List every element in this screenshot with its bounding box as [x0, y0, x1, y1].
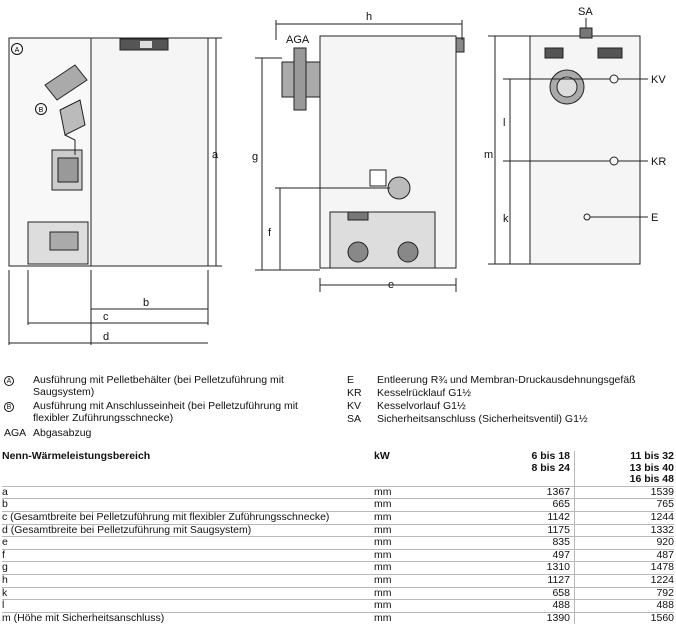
- row-unit: mm: [374, 587, 464, 600]
- table-row: [2, 600, 674, 613]
- dim-a: a: [212, 149, 219, 161]
- row-value-1: 1127: [464, 574, 575, 587]
- table-header-row: [2, 451, 674, 463]
- dimensions-table: [2, 451, 674, 624]
- dim-l: l: [503, 117, 506, 129]
- row-label: d (Gesamtbreite bei Pelletzuführung mit Saugsystem): [2, 524, 374, 537]
- legend-symbol-b: B: [4, 400, 14, 412]
- legend-symbol-e: E: [347, 374, 355, 386]
- row-label: f: [2, 549, 374, 562]
- dim-h: h: [366, 11, 373, 23]
- row-value-1: 1175: [464, 524, 575, 537]
- legend-text-sa: Sicherheitsanschluss (Sicherheitsventil) G1½: [377, 413, 588, 425]
- dim-e: e: [388, 279, 395, 291]
- table-row: [2, 524, 674, 537]
- legend-text-aga: Abgasabzug: [33, 427, 92, 439]
- dim-b: b: [143, 297, 150, 309]
- row-label: e: [2, 537, 374, 550]
- row-value-2: 765: [575, 499, 675, 512]
- legend-symbol-kv: KV: [347, 400, 362, 412]
- header-unit: kW: [374, 450, 390, 462]
- row-label: h: [2, 574, 374, 587]
- row-value-2: 1539: [575, 486, 675, 499]
- row-value-2: 792: [575, 587, 675, 600]
- row-label: b: [2, 499, 374, 512]
- row-value-1: 658: [464, 587, 575, 600]
- legend-symbol-kr: KR: [347, 387, 362, 399]
- row-unit: mm: [374, 612, 464, 624]
- header-col1-line2: 8 bis 24: [464, 463, 575, 475]
- row-value-2: 1332: [575, 524, 675, 537]
- row-value-2: 487: [575, 549, 675, 562]
- table-row: [2, 587, 674, 600]
- table-row: [2, 549, 674, 562]
- legend-text-a: Ausführung mit Pelletbehälter (bei Pelletzuführung mit Saugsystem): [33, 374, 284, 398]
- row-unit: mm: [374, 499, 464, 512]
- row-label: c (Gesamtbreite bei Pelletzuführung mit flexibler Zuführungsschnecke): [2, 511, 374, 524]
- svg-text:A: A: [14, 47, 20, 54]
- table-row: [2, 537, 674, 550]
- dim-d: d: [103, 331, 110, 343]
- row-unit: mm: [374, 524, 464, 537]
- table-row: [2, 562, 674, 575]
- row-unit: mm: [374, 549, 464, 562]
- legend-symbol-aga: AGA: [4, 427, 27, 439]
- row-value-2: 1478: [575, 562, 675, 575]
- legend-symbol-a: A: [4, 374, 14, 386]
- row-value-1: 497: [464, 549, 575, 562]
- row-value-1: 1310: [464, 562, 575, 575]
- row-label: a: [2, 486, 374, 499]
- row-value-1: 835: [464, 537, 575, 550]
- row-unit: mm: [374, 486, 464, 499]
- svg-text:B: B: [38, 107, 44, 114]
- row-value-1: 1142: [464, 511, 575, 524]
- row-value-1: 665: [464, 499, 575, 512]
- dim-m: m: [484, 149, 494, 161]
- row-value-2: 488: [575, 600, 675, 613]
- row-unit: mm: [374, 600, 464, 613]
- legend-symbol-sa: SA: [347, 413, 362, 425]
- label-aga: AGA: [286, 34, 310, 46]
- label-kv: KV: [651, 74, 666, 86]
- row-value-1: 1367: [464, 486, 575, 499]
- table-row: [2, 499, 674, 512]
- dim-k: k: [503, 213, 509, 225]
- row-label: g: [2, 562, 374, 575]
- label-kr: KR: [651, 156, 667, 168]
- table-row: [2, 511, 674, 524]
- header-label: Nenn-Wärmeleistungsbereich: [2, 450, 151, 462]
- label-sa: SA: [578, 6, 593, 18]
- header-col2-line3: 16 bis 48: [629, 473, 674, 486]
- table-row: [2, 574, 674, 587]
- dim-c: c: [103, 311, 109, 323]
- legend-text-kv: Kesselvorlauf G1½: [377, 400, 466, 412]
- row-value-2: 1224: [575, 574, 675, 587]
- table-row: [2, 612, 674, 624]
- legend-text-b: Ausführung mit Anschlusseinheit (bei Pelletzuführung mit flexibler Zuführungsschnecke): [33, 400, 298, 424]
- row-value-2: 920: [575, 537, 675, 550]
- row-unit: mm: [374, 511, 464, 524]
- header-col1-line1: 6 bis 18: [464, 451, 575, 463]
- header-col2-line2: 13 bis 40: [629, 461, 674, 474]
- row-label: k: [2, 587, 374, 600]
- table-row: [2, 486, 674, 499]
- row-value-2: 1560: [575, 612, 675, 624]
- row-value-1: 488: [464, 600, 575, 613]
- row-unit: mm: [374, 562, 464, 575]
- row-label: l: [2, 600, 374, 613]
- table-header-row: [2, 474, 674, 486]
- row-label: m (Höhe mit Sicherheitsanschluss): [2, 612, 374, 624]
- rear-view: [488, 18, 648, 264]
- dim-f: f: [268, 227, 272, 239]
- dim-g: g: [252, 151, 259, 163]
- front-view: [9, 38, 222, 345]
- row-value-2: 1244: [575, 511, 675, 524]
- table-header-row: [2, 463, 674, 475]
- label-e: E: [651, 212, 659, 224]
- row-unit: mm: [374, 537, 464, 550]
- header-col2-line1: 11 bis 32: [630, 450, 674, 462]
- legend-text-kr: Kesselrücklauf G1½: [377, 387, 471, 399]
- row-unit: mm: [374, 574, 464, 587]
- side-view: [255, 20, 464, 292]
- row-value-1: 1390: [464, 612, 575, 624]
- legend-text-e: Entleerung R¾ und Membran-Druckausdehnungsgefäß: [377, 374, 636, 386]
